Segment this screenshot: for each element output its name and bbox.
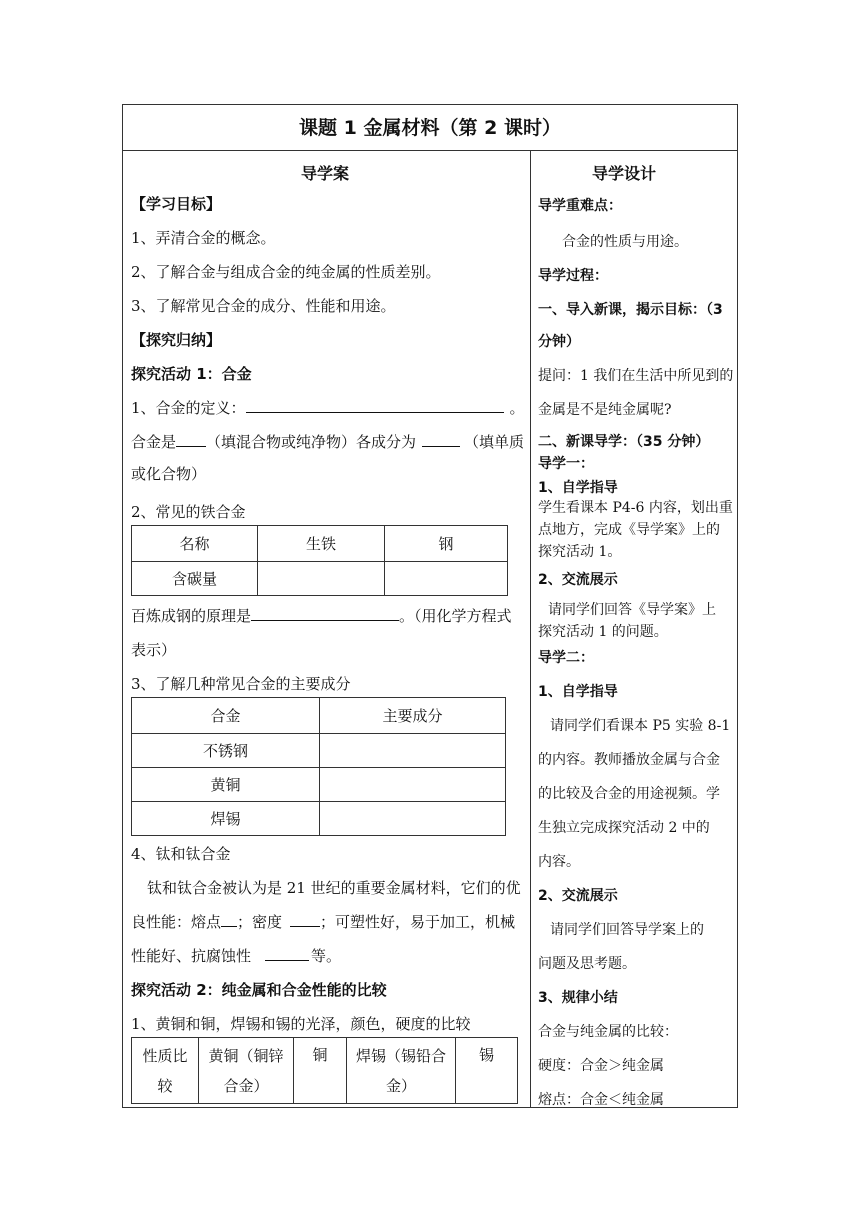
goals-heading: 【学习目标】	[131, 195, 222, 213]
column-divider	[530, 151, 531, 1107]
table-header	[199, 1038, 294, 1104]
guide2-title: 导学二：	[538, 650, 594, 666]
show-2-line-2: 问题及思考题。	[538, 956, 636, 972]
show-1-line-1: 请同学们回答《导学案》上	[548, 602, 716, 618]
row-label: 焊锡	[132, 802, 320, 836]
definition-label: 1、合金的定义：	[131, 399, 246, 417]
steel-principle-hint: 。（用化学方程式	[399, 607, 512, 625]
table-header: 主要成分	[320, 698, 506, 734]
component-blank[interactable]	[422, 432, 460, 447]
header-line: 较	[157, 1076, 173, 1095]
row-label: 不锈钢	[132, 734, 320, 768]
compare-table	[131, 1037, 518, 1104]
process-label: 导学过程：	[538, 268, 608, 284]
common-alloy-table	[131, 697, 506, 836]
composition-cell[interactable]	[320, 802, 506, 836]
header-line: 合金）	[223, 1076, 269, 1095]
density-label: ；密度	[237, 913, 283, 931]
self-study-2-line-4: 生独立完成探究活动 2 中的	[538, 820, 710, 836]
plasticity-text: ；可塑性好，易于加工，机械	[320, 913, 516, 931]
explore-heading: 【探究归纳】	[131, 331, 222, 349]
self-study-2-line-3: 的比较及合金的用途视频。学	[538, 786, 720, 802]
summary-line-2: 硬度：合金＞纯金属	[538, 1058, 664, 1074]
table-header	[132, 1038, 199, 1104]
self-study-1-line-1: 学生看课本 P4-6 内容，划出重	[538, 500, 733, 516]
compare-intro: 1、黄铜和铜，焊锡和锡的光泽，颜色，硬度的比较	[131, 1015, 471, 1033]
header-line: 金）	[385, 1076, 416, 1095]
self-study-2-line-1: 请同学们看课本 P5 实验 8-1	[550, 718, 731, 734]
density-blank[interactable]	[290, 912, 320, 927]
melting-blank[interactable]	[221, 912, 237, 927]
goal-3: 3、了解常见合金的成分、性能和用途。	[131, 297, 396, 315]
iron-alloy-title: 2、常见的铁合金	[131, 503, 246, 521]
alloy-definition-line	[131, 397, 525, 418]
page-title: 课题 1 金属材料（第 2 课时）	[123, 105, 737, 151]
goal-2: 2、了解合金与组成合金的纯金属的性质差别。	[131, 263, 441, 281]
header-line: 性质比	[142, 1046, 188, 1065]
activity1-title: 探究活动 1：合金	[131, 365, 252, 383]
show-1-title: 2、交流展示	[538, 572, 618, 588]
self-study-1-line-3: 探究活动 1。	[538, 544, 622, 560]
alloy-type-line	[131, 431, 524, 452]
summary-line-1: 合金与纯金属的比较：	[538, 1024, 678, 1040]
show-2-title: 2、交流展示	[538, 888, 618, 904]
definition-blank[interactable]	[246, 398, 504, 413]
self-study-1-line-2: 点地方，完成《导学案》上的	[538, 522, 720, 538]
definition-suffix: 。	[509, 399, 525, 417]
right-header: 导学设计	[592, 164, 657, 183]
left-header: 导学案	[301, 164, 350, 183]
table-header: 生铁	[258, 526, 385, 562]
corrosion-suffix: 等。	[311, 947, 342, 965]
table-header	[347, 1038, 456, 1104]
composition-cell[interactable]	[320, 734, 506, 768]
guide1-title: 导学一：	[538, 456, 594, 472]
activity2-title: 探究活动 2：纯金属和合金性能的比较	[131, 981, 387, 999]
alloy-type-label: 合金是	[131, 433, 177, 451]
focus-text: 合金的性质与用途。	[562, 234, 688, 250]
composition-cell[interactable]	[320, 768, 506, 802]
alloy-type-line-2: 或化合物）	[131, 465, 207, 483]
summary-line-3: 熔点：合金＜纯金属	[538, 1092, 664, 1108]
self-study-2-title: 1、自学指导	[538, 684, 618, 700]
titanium-text-2	[131, 911, 515, 932]
self-study-2-line-5: 内容。	[538, 854, 580, 870]
question-line-1: 提问：1 我们在生活中所见到的	[538, 368, 734, 384]
step1-line-2: 分钟）	[538, 334, 580, 350]
goal-1: 1、弄清合金的概念。	[131, 229, 276, 247]
self-study-2-line-2: 的内容。教师播放金属与合金	[538, 752, 720, 768]
table-header: 名称	[132, 526, 258, 562]
header-line: 焊锡（锡铅合	[355, 1046, 446, 1065]
table-header: 锡	[456, 1038, 518, 1104]
steel-principle-line	[131, 605, 512, 626]
corrosion-blank[interactable]	[265, 946, 309, 961]
step2-title: 二、新课导学：（35 分钟）	[538, 434, 710, 450]
iron-alloy-table	[131, 525, 508, 596]
steel-principle-line-2: 表示）	[131, 641, 177, 659]
corrosion-label: 性能好、抗腐蚀性	[131, 947, 252, 965]
question-line-2: 金属是不是纯金属呢?	[538, 402, 672, 418]
common-alloy-title: 3、了解几种常见合金的主要成分	[131, 675, 351, 693]
alloy-type-hint: （填混合物或纯净物）各成分为	[206, 433, 417, 451]
carbon-content-pig-iron-cell[interactable]	[258, 562, 385, 596]
titanium-title: 4、钛和钛合金	[131, 845, 231, 863]
step1-line-1: 一、导入新课，揭示目标：（3	[538, 302, 723, 318]
carbon-content-steel-cell[interactable]	[385, 562, 508, 596]
component-hint: （填单质	[464, 433, 525, 451]
header-line: 黄铜（铜锌	[208, 1046, 284, 1065]
row-label: 含碳量	[132, 562, 258, 596]
mixture-blank[interactable]	[176, 432, 206, 447]
table-header: 铜	[294, 1038, 347, 1104]
equation-blank[interactable]	[251, 606, 399, 621]
summary-title: 3、规律小结	[538, 990, 618, 1006]
melting-label: 良性能：熔点	[131, 913, 222, 931]
steel-principle-label: 百炼成钢的原理是	[131, 607, 252, 625]
focus-label: 导学重难点：	[538, 198, 622, 214]
titanium-text-3	[131, 945, 341, 966]
show-1-line-2: 探究活动 1 的问题。	[538, 624, 668, 640]
table-header: 钢	[385, 526, 508, 562]
row-label: 黄铜	[132, 768, 320, 802]
titanium-text-1: 钛和钛合金被认为是 21 世纪的重要金属材料，它们的优	[147, 879, 521, 897]
worksheet-frame	[122, 104, 738, 1108]
table-header: 合金	[132, 698, 320, 734]
show-2-line-1: 请同学们回答导学案上的	[550, 922, 704, 938]
self-study-1-title: 1、自学指导	[538, 480, 618, 496]
